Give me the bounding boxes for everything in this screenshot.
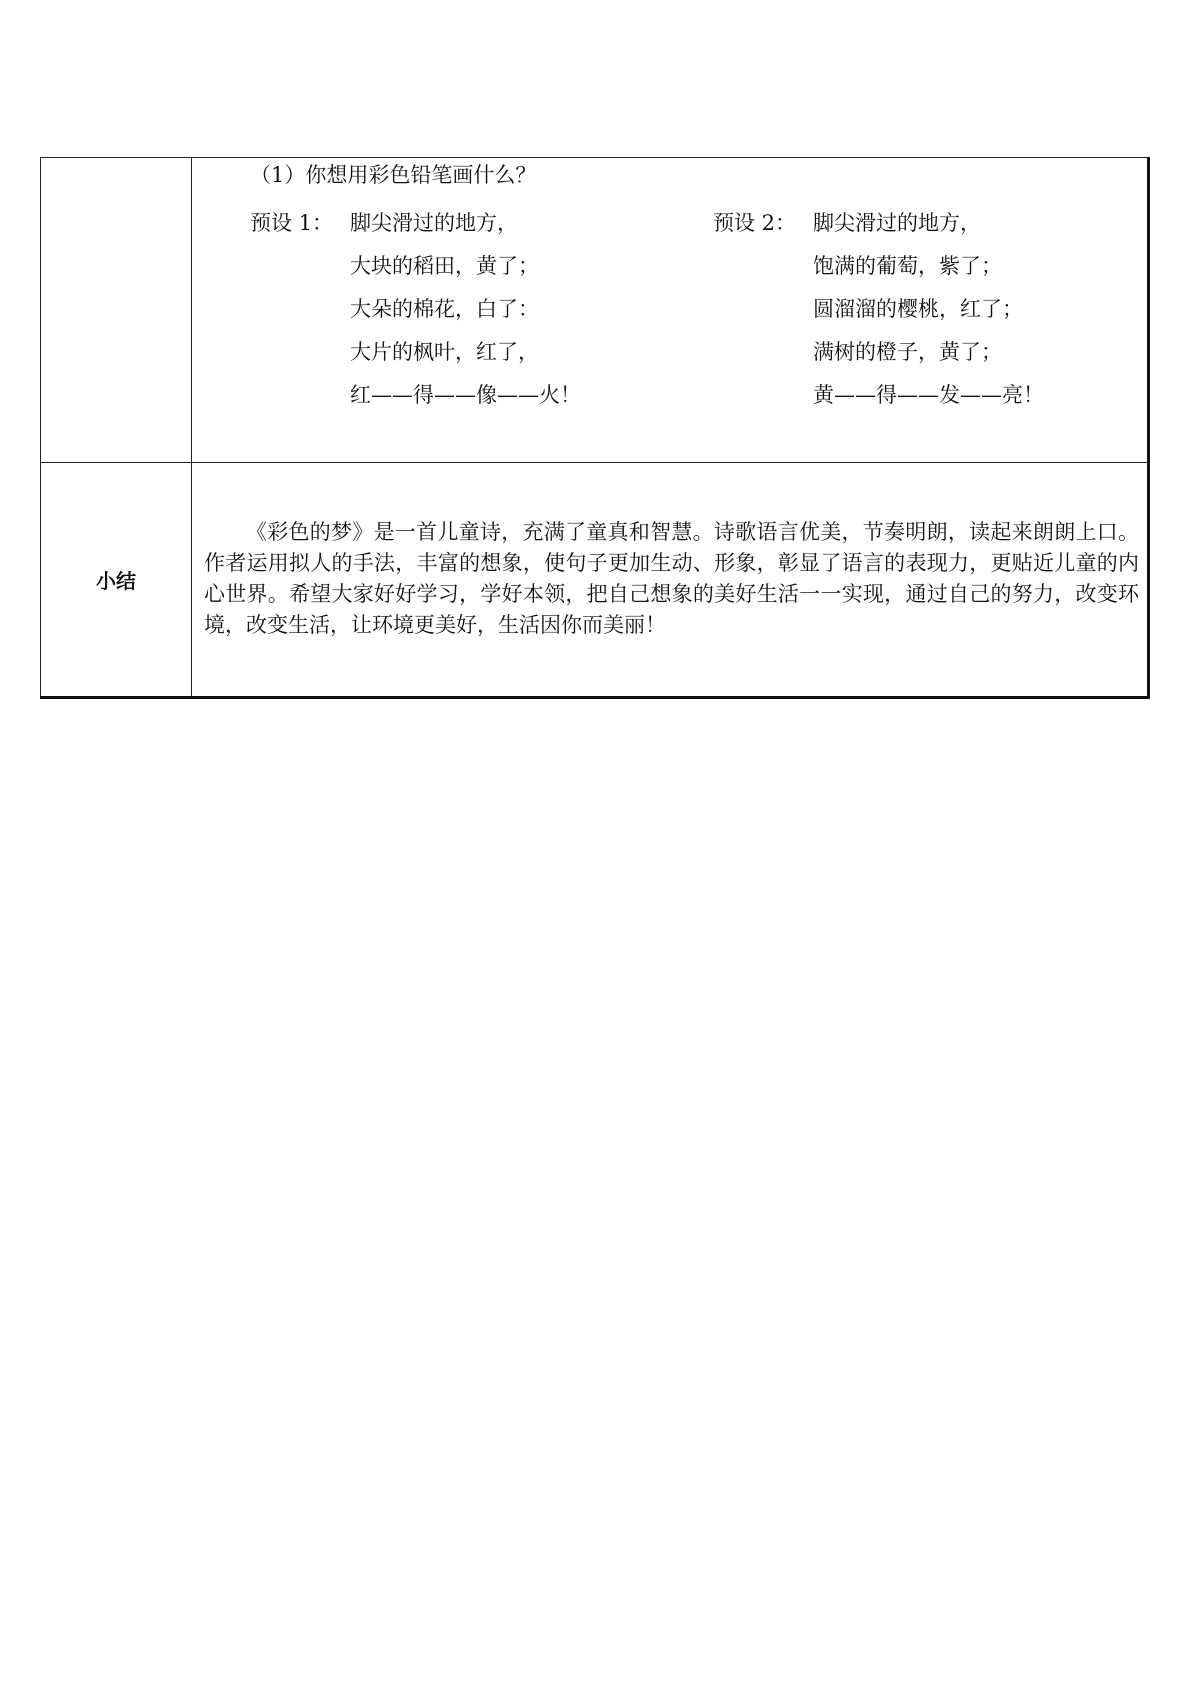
poem-line: 红——得——像——火！ — [350, 383, 581, 407]
poem-line: 黄——得——发——亮！ — [813, 383, 1044, 407]
poem-line: 脚尖滑过的地方， — [350, 211, 518, 235]
preset-1-poem — [350, 202, 581, 417]
poem-line: 脚尖滑过的地方， — [813, 211, 981, 235]
preset-1-label: 预设 1： — [250, 211, 334, 235]
poem-line: 满树的橙子，黄了； — [813, 340, 1002, 364]
activity-row — [41, 158, 1149, 463]
summary-label: 小结 — [41, 463, 192, 698]
activity-question: （1）你想用彩色铅笔画什么？ — [250, 163, 537, 187]
preset-2-poem — [813, 202, 1044, 417]
poem-line: 圆溜溜的樱桃，红了； — [813, 297, 1023, 321]
poem-line: 大块的稻田，黄了； — [350, 254, 539, 278]
activity-content — [192, 158, 1147, 462]
poem-line: 大片的枫叶，红了， — [350, 340, 539, 364]
preset-2-label: 预设 2： — [713, 211, 797, 235]
lesson-plan-table — [40, 157, 1150, 699]
activity-label-cell — [41, 158, 192, 463]
summary-content-cell — [192, 463, 1149, 698]
summary-row — [41, 463, 1149, 698]
poem-line: 饱满的葡萄，紫了； — [813, 254, 1002, 278]
activity-content-cell — [192, 158, 1149, 463]
summary-text: 《彩色的梦》是一首儿童诗，充满了童真和智慧。诗歌语言优美，节奏明朗，读起来朗朗上口。作者运用拟人的手法，丰富的想象，使句子更加生动、形象，彰显了语言的表现力，更贴近儿童的内心世界。希望大家好好学习，学好本领，把自己想象的美好生活一一实现，通过自己的努力，改变环境，改变生活，让环境更美好，生活因你而美丽！ — [204, 520, 1139, 637]
poem-line: 大朵的棉花，白了： — [350, 297, 539, 321]
